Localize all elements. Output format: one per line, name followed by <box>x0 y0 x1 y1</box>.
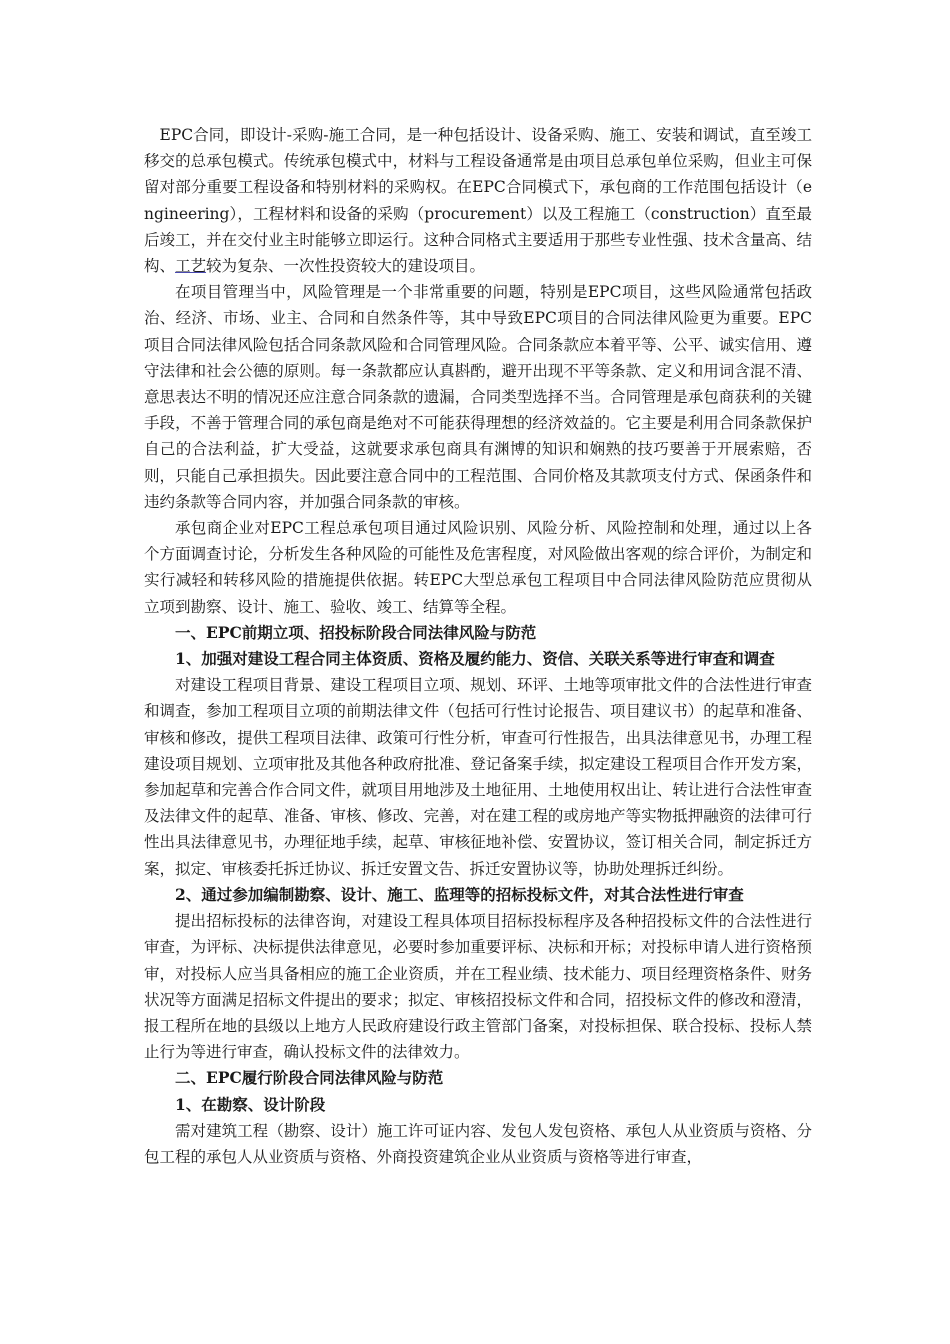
intro-text-part-2: 较为复杂、一次性投资较大的建设项目。 <box>206 257 486 276</box>
risk-management-paragraph: 在项目管理当中，风险管理是一个非常重要的问题，特别是EPC项目，这些风险通常包括政治、经济、市场、业主、合同和自然条件等，其中导致EPC项目的合同法律风险更为重要。EPC项目合同法律风险包括合同条款风险和合同管理风险。合同条款应本着平等、公平、诚实信用、遵守法律和社会公德的原则。每一条款都应认真斟酌，避开出现不平等条款、定义和用词含混不清、意思表达不明的情况还应注意合同条款的遗漏，合同类型选择不当。合同管理是承包商获利的关键手段，不善于管理合同的承包商是绝对不可能获得理想的经济效益的。它主要是利用合同条款保护自己的合法利益，扩大受益，这就要求承包商具有渊博的知识和娴熟的技巧要善于开展索赔，否则，只能自己承担损失。因此要注意合同中的工程范围、合同价格及其款项支付方式、保函条件和违约条款等合同内容，并加强合同条款的审核。 <box>144 283 812 511</box>
project-review-paragraph: 对建设工程项目背景、建设工程项目立项、规划、环评、土地等项审批文件的合法性进行审查和调查，参加工程项目立项的前期法律文件（包括可行性讨论报告、项目建议书）的起草和准备、审核和修改，提供工程项目法律、政策可行性分析，审查可行性报告，出具法律意见书，办理工程建设项目规划、立项审批及其他各种政府批准、登记备案手续，拟定建设工程项目合作开发方案，参加起草和完善合作合同文件，就项目用地涉及土地征用、土地使用权出让、转让进行合法性审查及法律文件的起草、准备、审核、修改、完善，对在建工程的或房地产等实物抵押融资的法律可行性出具法律意见书，办理征地手续，起草、审核征地补偿、安置协议，签订相关合同，制定拆迁方案，拟定、审核委托拆迁协议、拆迁安置文告、拆迁安置协议等，协助处理拆迁纠纷。 <box>144 676 812 878</box>
subsection-heading-1-2: 2、通过参加编制勘察、设计、施工、监理等的招标投标文件，对其合法性进行审查 <box>175 884 744 904</box>
craft-link[interactable]: 工艺 <box>175 257 207 276</box>
survey-design-paragraph: 需对建筑工程（勘察、设计）施工许可证内容、发包人发包资格、承包人从业资质与资格、分包工程的承包人从业资质与资格、外商投资建筑企业从业资质与资格等进行审查， <box>144 1121 812 1166</box>
intro-paragraph <box>144 122 812 279</box>
intro-text-part-1: EPC合同，即设计-采购-施工合同，是一种包括设计、设备采购、施工、安装和调试，直至竣工移交的总承包模式。传统承包模式中，材料与工程设备通常是由项目总承包单位采购，但业主可保留对部分重要工程设备和特别材料的采购权。在EPC合同模式下，承包商的工作范围包括设计（engineering），工程材料和设备的采购（procurement）以及工程施工（construction）直至最后竣工，并在交付业主时能够立即运行。这种合同格式主要适用于那些专业性强、技术含量高、结构、 <box>144 126 812 276</box>
section-heading-1: 一、EPC前期立项、招投标阶段合同法律风险与防范 <box>175 622 537 642</box>
bidding-paragraph: 提出招标投标的法律咨询，对建设工程具体项目招标投标程序及各种招投标文件的合法性进行审查，为评标、决标提供法律意见，必要时参加重要评标、决标和开标；对投标申请人进行资格预审，对投标人应当具备相应的施工企业资质，并在工程业绩、技术能力、项目经理资格条件、财务状况等方面满足招标文件提出的要求；拟定、审核招投标文件和合同，招投标文件的修改和澄清，报工程所在地的县级以上地方人民政府建设行政主管部门备案，对投标担保、联合投标、投标人禁止行为等进行审查，确认投标文件的法律效力。 <box>144 912 812 1062</box>
subsection-heading-1-1: 1、加强对建设工程合同主体资质、资格及履约能力、资信、关联关系等进行审查和调查 <box>175 649 775 669</box>
subsection-heading-2-1: 1、在勘察、设计阶段 <box>175 1094 326 1114</box>
risk-identification-paragraph: 承包商企业对EPC工程总承包项目通过风险识别、风险分析、风险控制和处理，通过以上各个方面调查讨论，分析发生各种风险的可能性及危害程度，对风险做出客观的综合评价，为制定和实行减轻和转移风险的措施提供依据。转EPC大型总承包工程项目中合同法律风险防范应贯彻从立项到勘察、设计、施工、验收、竣工、结算等全程。 <box>144 519 812 616</box>
document-page <box>144 122 812 1170</box>
section-heading-2: 二、EPC履行阶段合同法律风险与防范 <box>175 1068 444 1088</box>
